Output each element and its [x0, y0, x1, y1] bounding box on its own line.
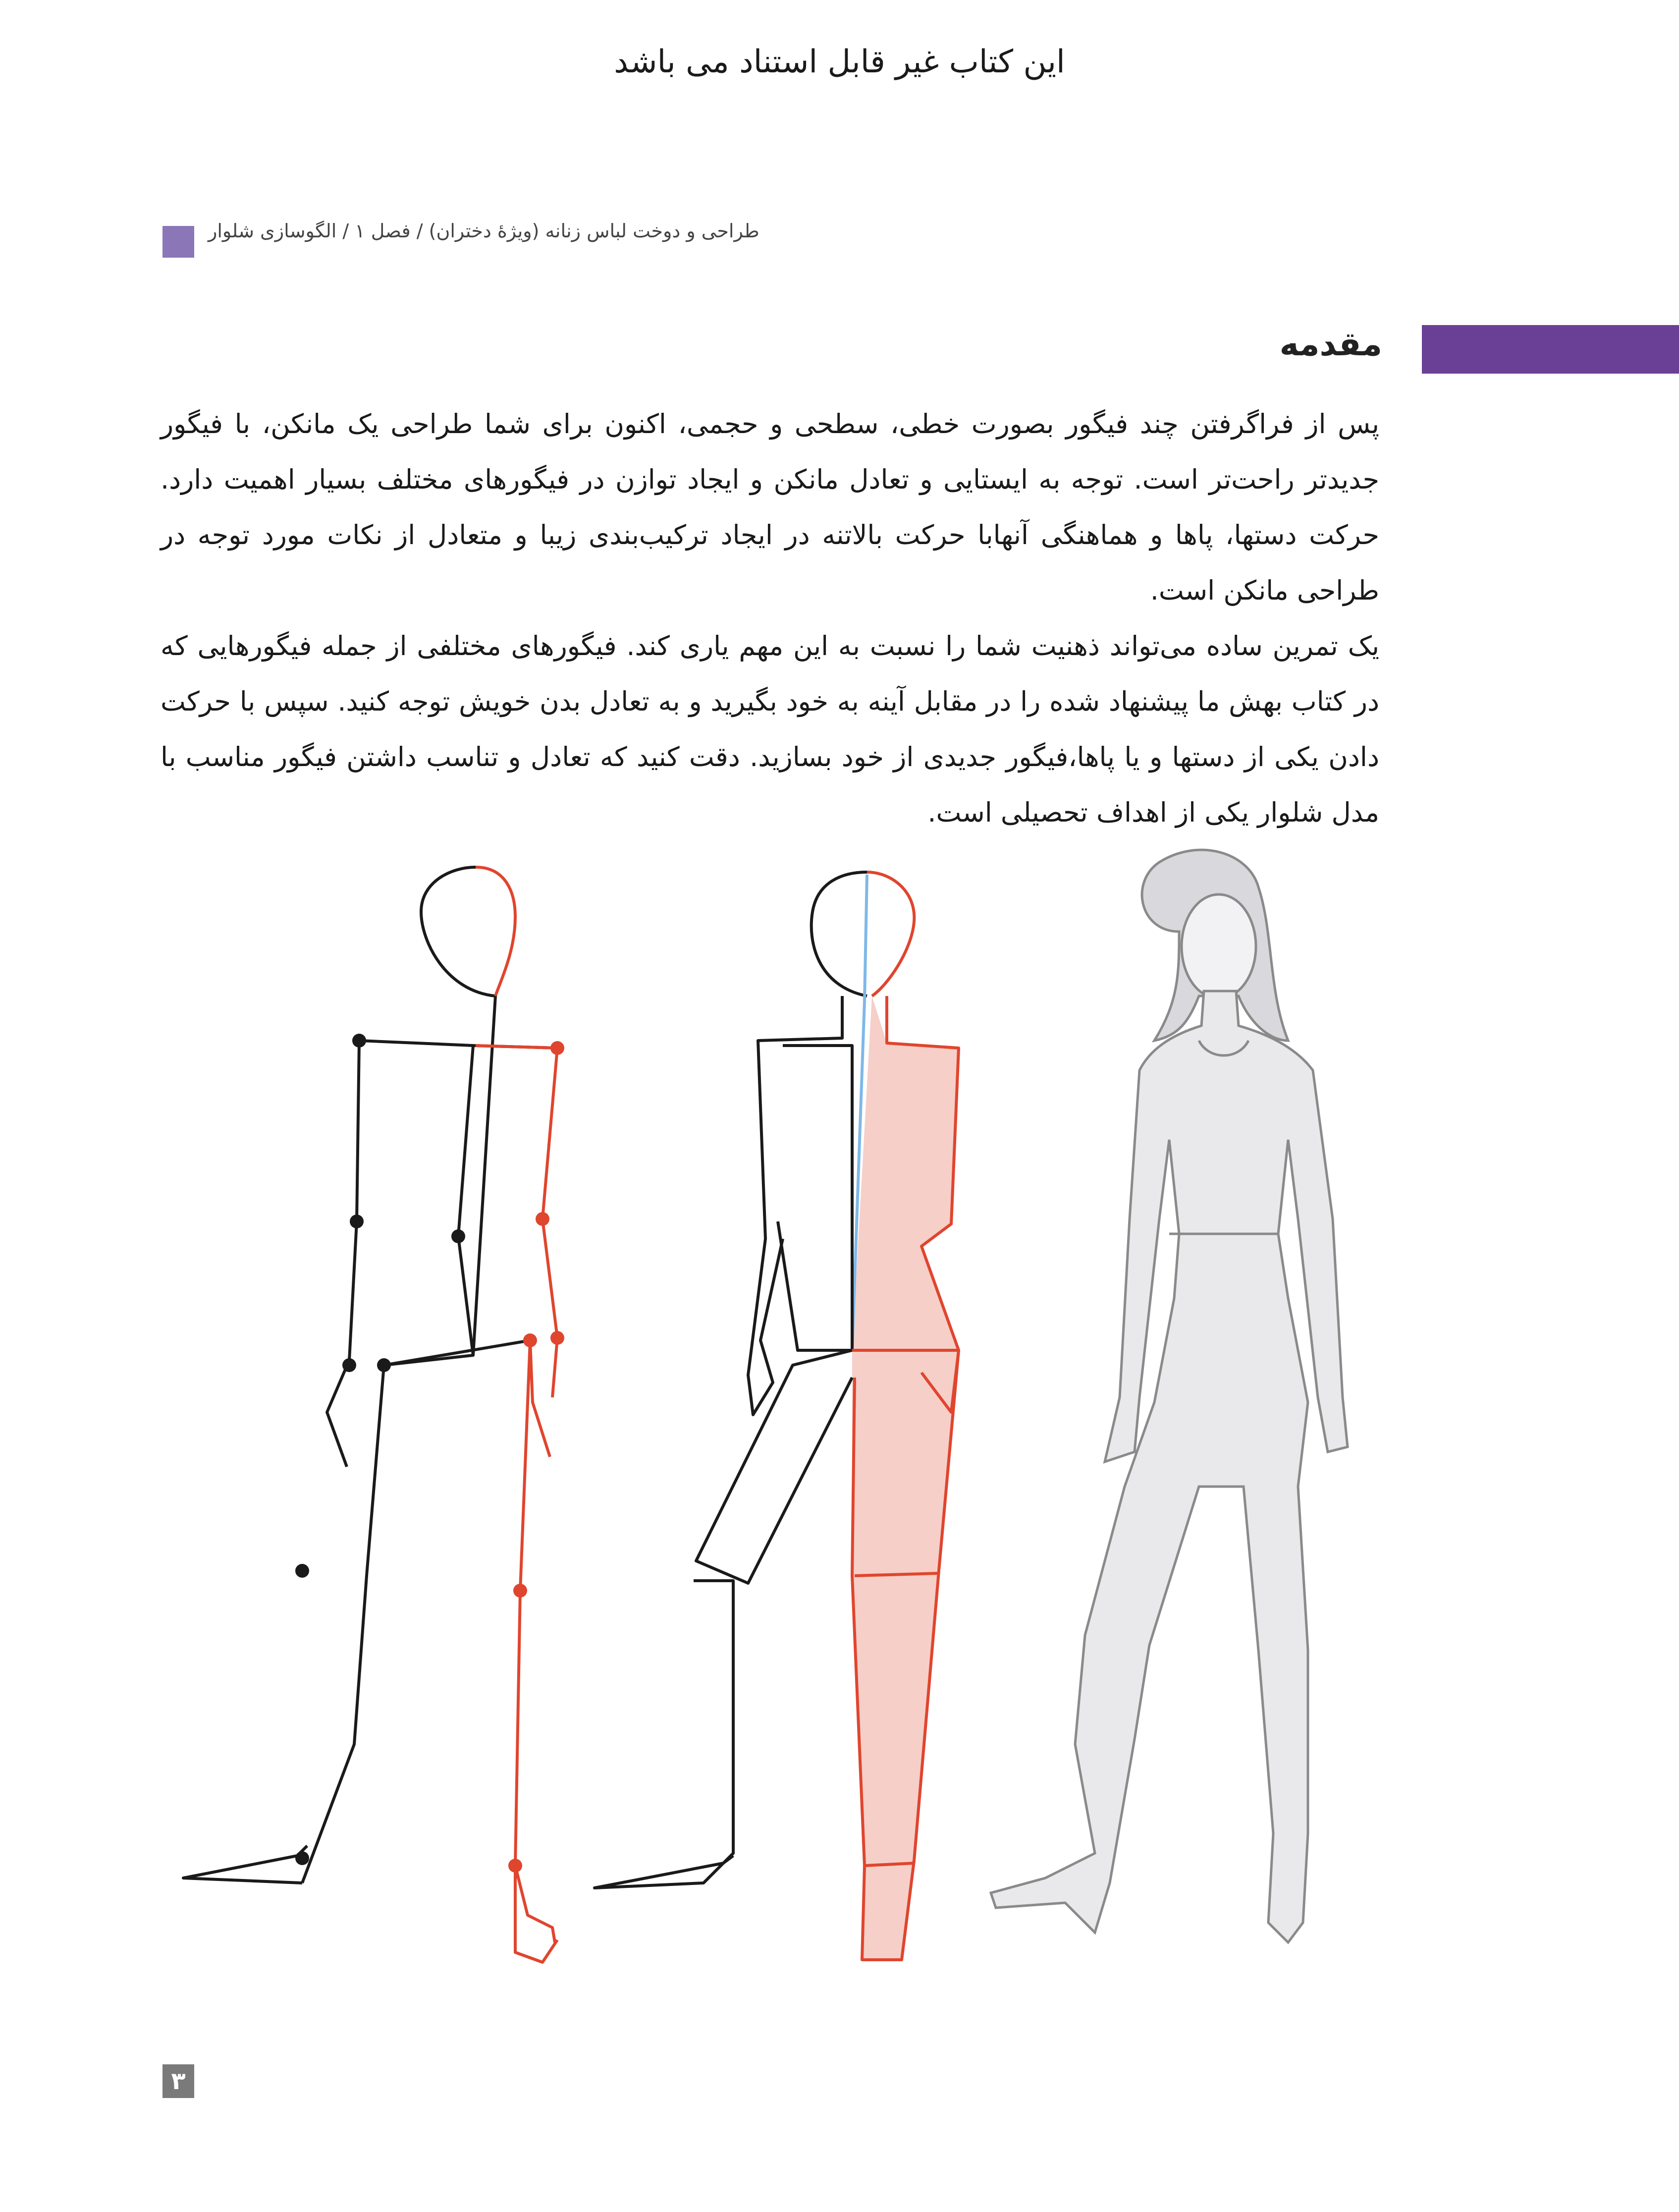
line-skeleton-figure [183, 867, 564, 1962]
page-number: ۳ [162, 2064, 194, 2098]
paragraph-2: یک تمرین ساده می‌تواند ذهنیت شما را نسبت به این مهم یاری کند. فیگورهای مختلفی از جمله فیگورهایی که در کتاب بهش ما پیشنهاد شده را در مقابل آینه به خود بگیرید و به تعادل بدن خویش توجه کنید. سپس با حرکت دادن یکی از دستها و یا پاها،فیگور جدیدی از خود بسازید. دقت کنید که تعادل و تناسب داشتن فیگور مناسب با مدل شلوار یکی از اهداف تحصیلی است. [161, 630, 1379, 828]
volumetric-fashion-figure [991, 850, 1348, 1942]
section-accent-bar [1422, 325, 1679, 374]
paragraph-1: پس از فراگرفتن چند فیگور بصورت خطی، سطحی و حجمی، اکنون برای شما طراحی یک مانکن، با فیگور جدیدتر راحت‌تر است. توجه به ایستایی و تعادل مانکن و ایجاد توازن در فیگورهای مختلف بسیار اهمیت دارد. حرکت دستها، پاها و هماهنگی آنهابا حرکت بالاتنه در ایجاد ترکیب‌بندی زیبا و متعادل از نکات مورد توجه در طراحی مانکن است. [161, 408, 1379, 606]
header-marker-square [162, 226, 194, 258]
section-title: مقدمه [1279, 325, 1382, 363]
figure-illustrations [149, 832, 1387, 2022]
top-notice: این کتاب غیر قابل استناد می باشد [614, 44, 1065, 80]
running-header: طراحی و دوخت لباس زنانه (ویژهٔ دختران) / فصل ۱ / الگوسازی شلوار [208, 220, 759, 242]
body-text [161, 396, 1379, 840]
planar-block-figure [595, 872, 959, 1960]
